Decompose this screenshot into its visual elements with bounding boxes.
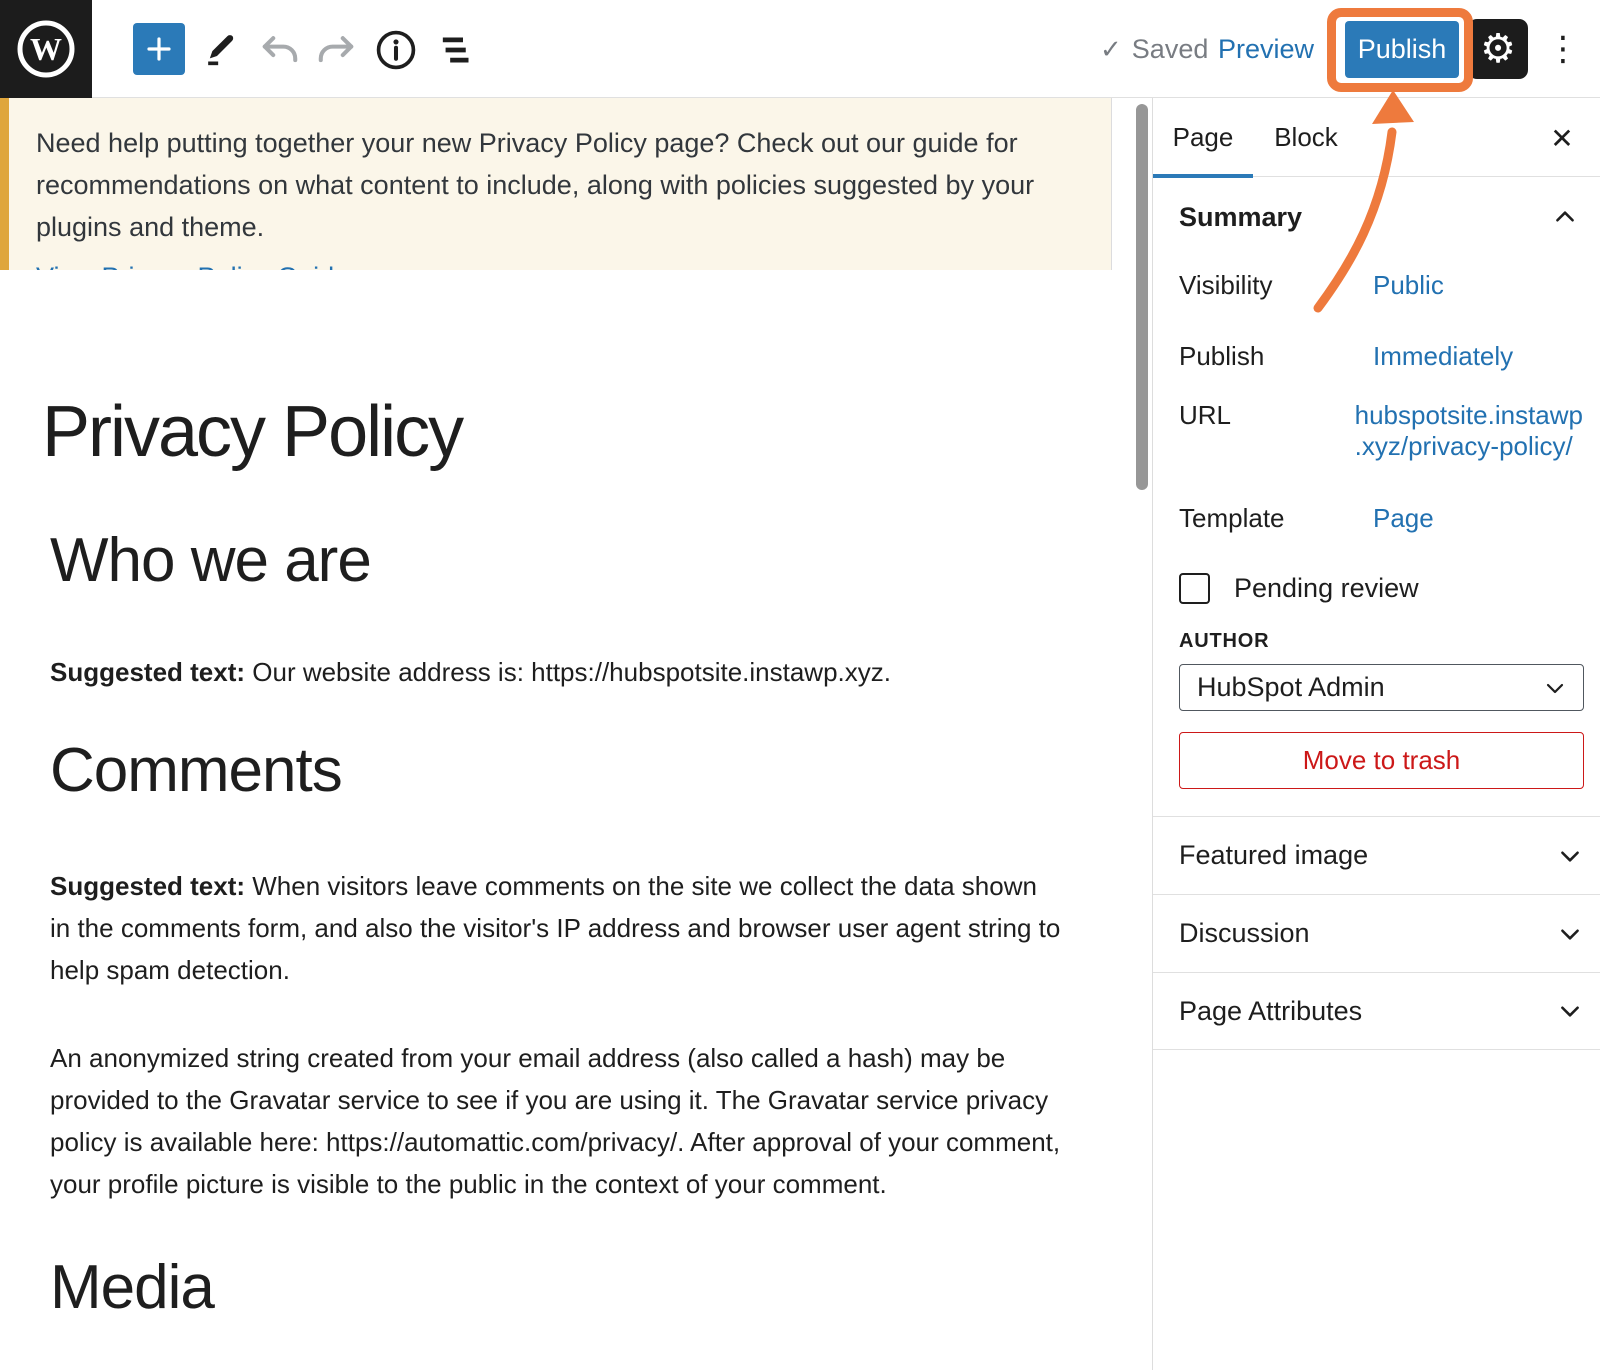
template-label: Template	[1179, 502, 1285, 533]
preview-button[interactable]: Preview	[1218, 0, 1314, 98]
move-to-trash-button[interactable]: Move to trash	[1179, 732, 1584, 789]
publish-button[interactable]: Publish	[1345, 21, 1459, 78]
chevron-down-icon	[1543, 676, 1567, 700]
page-attributes-panel[interactable]	[1153, 972, 1600, 1050]
check-icon: ✓	[1100, 33, 1122, 64]
author-select[interactable]	[1179, 664, 1584, 711]
tab-block[interactable]: Block	[1253, 98, 1359, 177]
url-line-1: hubspotsite.instawp	[1354, 400, 1583, 430]
saved-label: Saved	[1131, 33, 1209, 64]
list-view-icon	[430, 28, 474, 72]
paragraph-text: An anonymized string created from your email address (also called a hash) may be provided to the Gravatar service to see if you are using it. The Gravatar service privacy policy is available here: https://automattic.com/privacy/. After approval of your comment, your profile picture is visible to the public in the context of your comment.	[50, 1043, 1061, 1200]
discussion-label: Discussion	[1179, 918, 1310, 948]
tools-button[interactable]	[197, 28, 241, 72]
list-view-button[interactable]	[430, 28, 474, 72]
visibility-value[interactable]: Public	[1373, 269, 1444, 300]
options-menu-button[interactable]	[1544, 14, 1582, 84]
heading-comments[interactable]: Comments	[50, 735, 342, 805]
svg-text:W: W	[30, 31, 62, 67]
paragraph-text: Our website address is: https://hubspotsite.instawp.xyz.	[245, 656, 891, 687]
wordpress-logo[interactable]	[0, 0, 92, 98]
gear-icon: ⚙	[1480, 27, 1516, 71]
paragraph-block[interactable]	[50, 865, 1062, 991]
pencil-icon	[199, 30, 239, 70]
block-inserter-button[interactable]	[133, 23, 185, 75]
chevron-up-icon	[1552, 204, 1578, 230]
page-attributes-label: Page Attributes	[1179, 995, 1363, 1026]
paragraph-text: When visitors leave comments on the site we collect the data shown in the comments form, and also the visitor's IP address and browser user agent string to help spam detection.	[50, 871, 1061, 986]
redo-icon	[314, 30, 358, 70]
author-label: AUTHOR	[1179, 630, 1270, 652]
publish-date-label: Publish	[1179, 340, 1265, 371]
notice-text: Need help putting together your new Privacy Policy page? Check out our guide for recommendations on what content to include, along with policies suggested by your plugins and theme.	[36, 128, 1035, 242]
plus-icon	[143, 33, 175, 65]
content-scrollbar[interactable]	[1136, 104, 1148, 490]
pending-review-label: Pending review	[1234, 573, 1419, 603]
chevron-down-icon	[1557, 998, 1583, 1024]
undo-icon	[258, 30, 302, 70]
editor-toolbar	[0, 0, 1600, 98]
sidebar-tabs	[1153, 98, 1600, 177]
publish-date-value[interactable]: Immediately	[1373, 340, 1514, 371]
paragraph-lead: Suggested text:	[50, 871, 246, 902]
summary-panel	[1153, 191, 1600, 789]
details-button[interactable]	[374, 28, 418, 72]
wordpress-logo-icon	[15, 18, 77, 80]
info-icon	[374, 28, 418, 72]
heading-media[interactable]: Media	[50, 1253, 214, 1323]
paragraph-lead: Suggested text:	[50, 656, 246, 687]
featured-image-label: Featured image	[1179, 840, 1369, 870]
paragraph-block[interactable]	[50, 1037, 1062, 1205]
post-title[interactable]: Privacy Policy	[42, 392, 463, 472]
undo-button[interactable]	[258, 28, 302, 72]
summary-title: Summary	[1179, 201, 1303, 232]
sidebar-collapsed-panels	[1153, 816, 1600, 1050]
settings-sidebar	[1152, 98, 1600, 1370]
pending-review-checkbox[interactable]	[1179, 573, 1210, 604]
author-select-value: HubSpot Admin	[1197, 672, 1385, 702]
close-icon: ✕	[1550, 121, 1574, 155]
saved-status	[1100, 0, 1208, 98]
chevron-down-icon	[1557, 921, 1583, 947]
url-label: URL	[1179, 400, 1232, 430]
chevron-down-icon	[1557, 843, 1583, 869]
url-value[interactable]	[1355, 400, 1583, 462]
url-line-2: .xyz/privacy-policy/	[1354, 431, 1573, 461]
discussion-panel[interactable]	[1153, 894, 1600, 972]
paragraph-block[interactable]	[50, 651, 1062, 693]
heading-who-we-are[interactable]: Who we are	[50, 525, 371, 595]
featured-image-panel[interactable]	[1153, 816, 1600, 894]
editor-canvas	[0, 270, 1112, 1370]
privacy-policy-notice	[0, 98, 1112, 270]
summary-collapse-button[interactable]	[1547, 199, 1583, 235]
template-value[interactable]: Page	[1373, 502, 1434, 533]
ellipsis-icon: ⋮	[1546, 29, 1580, 69]
close-sidebar-button[interactable]	[1540, 116, 1584, 160]
redo-button[interactable]	[314, 28, 358, 72]
settings-button[interactable]	[1468, 19, 1528, 79]
visibility-label: Visibility	[1179, 269, 1273, 300]
tab-page[interactable]: Page	[1153, 98, 1253, 177]
